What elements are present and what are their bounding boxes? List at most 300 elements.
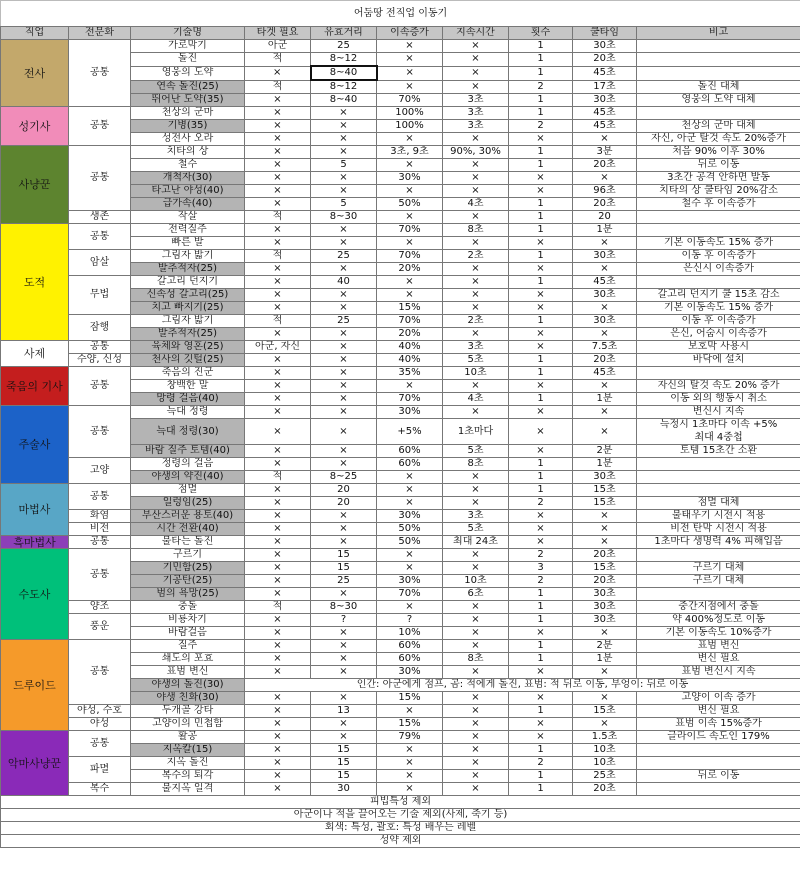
cell-speed: 10% [377, 627, 443, 640]
note-cell: 기본 이동속도 10%증가 [637, 627, 800, 640]
cell-duration: × [443, 471, 509, 484]
cell-range: × [311, 653, 377, 666]
cell-speed: × [377, 53, 443, 67]
cell-range: × [311, 393, 377, 406]
cell-target: × [245, 393, 311, 406]
cell-cooldown: 45초 [573, 367, 637, 380]
cell-speed: 70% [377, 224, 443, 237]
cell-charges: 1 [509, 705, 573, 718]
col-header: 직업 [1, 27, 69, 40]
skill-name: 기병(35) [131, 120, 245, 133]
cell-cooldown: 30초 [573, 250, 637, 263]
cell-cooldown: 30초 [573, 94, 637, 107]
col-header: 횟수 [509, 27, 573, 40]
note-cell: 철수 후 이속증가 [637, 198, 800, 211]
note-cell [637, 419, 800, 445]
skill-name: 그림자 밟기 [131, 250, 245, 263]
cell-duration: 3초 [443, 107, 509, 120]
note-cell: 은신, 어숨시 이속증가 [637, 328, 800, 341]
spec-name: 비전 [69, 523, 131, 536]
cell-target: × [245, 66, 311, 80]
title-row [1, 1, 800, 27]
cell-range: 20 [311, 497, 377, 510]
skill-name: 발추적자(25) [131, 328, 245, 341]
class-name: 전사 [1, 40, 69, 107]
cell-target: × [245, 731, 311, 744]
spec-name: 파멸 [69, 757, 131, 783]
cell-speed: 70% [377, 315, 443, 328]
skill-name: 연속 돌진(25) [131, 80, 245, 94]
skill-name: 치타의 상 [131, 146, 245, 159]
cell-duration: × [443, 289, 509, 302]
cell-range: 25 [311, 250, 377, 263]
skill-name: 가로막기 [131, 40, 245, 53]
table-row [1, 107, 800, 120]
skill-name: 부산스러운 용토(40) [131, 510, 245, 523]
cell-range: 25 [311, 575, 377, 588]
cell-charges: 1 [509, 471, 573, 484]
note-cell: 영웅의 도약 대체 [637, 94, 800, 107]
cell-range: 15 [311, 757, 377, 770]
cell-range: × [311, 510, 377, 523]
cell-duration: × [443, 692, 509, 705]
cell-target: × [245, 185, 311, 198]
cell-charges: × [509, 627, 573, 640]
skill-name: 충돌 [131, 601, 245, 614]
note-cell: 구르기 대체 [637, 575, 800, 588]
cell-duration: × [443, 159, 509, 172]
cell-duration: × [443, 211, 509, 224]
cell-range: × [311, 627, 377, 640]
cell-duration: 최대 24초 [443, 536, 509, 549]
cell-duration: 8초 [443, 224, 509, 237]
cell-charges: 1 [509, 783, 573, 796]
cell-duration: × [443, 705, 509, 718]
cell-target: × [245, 237, 311, 250]
table-row [1, 341, 800, 354]
cell-charges: 1 [509, 107, 573, 120]
cell-target: × [245, 198, 311, 211]
cell-speed: × [377, 484, 443, 497]
table-row [1, 601, 800, 614]
cell-charges: 2 [509, 757, 573, 770]
cell-charges: 1 [509, 653, 573, 666]
cell-target: 적 [245, 53, 311, 67]
cell-range: × [311, 302, 377, 315]
skill-name: 두개골 강타 [131, 705, 245, 718]
note-cell: 뒤로 이동 [637, 770, 800, 783]
note-cell: 기본 이동속도 15% 증가 [637, 302, 800, 315]
note-cell [637, 211, 800, 224]
cell-target: × [245, 653, 311, 666]
cell-charges: 1 [509, 484, 573, 497]
note-cell: 이동 후 이속증가 [637, 250, 800, 263]
cell-charges: × [509, 328, 573, 341]
cell-range: × [311, 146, 377, 159]
cell-range: × [311, 523, 377, 536]
skill-name: 바람 질주 토템(40) [131, 445, 245, 458]
note-cell: 3초간 공격 안하면 발동 [637, 172, 800, 185]
cell-range: 8~25 [311, 471, 377, 484]
cell-target: × [245, 419, 311, 445]
spec-name: 공통 [69, 406, 131, 458]
cell-cooldown: × [573, 536, 637, 549]
note-cell: 천상의 군마 대체 [637, 120, 800, 133]
cell-charges: × [509, 419, 573, 445]
cell-duration: × [443, 731, 509, 744]
cell-charges: 2 [509, 575, 573, 588]
spec-name: 공통 [69, 367, 131, 406]
note-cell: 변신시 지속 [637, 406, 800, 419]
skill-name: 천사의 깃털(25) [131, 354, 245, 367]
cell-speed: × [377, 562, 443, 575]
cell-speed: 30% [377, 510, 443, 523]
cell-duration: × [443, 185, 509, 198]
cell-target: × [245, 562, 311, 575]
class-name: 도적 [1, 224, 69, 341]
cell-charges: 1 [509, 458, 573, 471]
note-cell: 표범 변신 [637, 640, 800, 653]
cell-duration: × [443, 484, 509, 497]
cell-cooldown: × [573, 523, 637, 536]
cell-target: × [245, 302, 311, 315]
spec-name: 무법 [69, 276, 131, 315]
footer-row [1, 822, 800, 835]
cell-duration: × [443, 133, 509, 146]
skill-name: 구르기 [131, 549, 245, 562]
cell-cooldown: 10초 [573, 744, 637, 757]
table-row [1, 354, 800, 367]
cell-duration: × [443, 380, 509, 393]
skill-name: 바람걸음 [131, 627, 245, 640]
cell-charges: × [509, 237, 573, 250]
cell-speed: 20% [377, 328, 443, 341]
cell-duration: 2초 [443, 250, 509, 263]
cell-charges: × [509, 289, 573, 302]
cell-cooldown: × [573, 380, 637, 393]
note-cell: 뒤로 이동 [637, 159, 800, 172]
cell-speed: 50% [377, 523, 443, 536]
cell-charges: × [509, 445, 573, 458]
cell-speed: 40% [377, 354, 443, 367]
footer-note: 피빕특성 제외 [1, 796, 800, 809]
table-row [1, 406, 800, 419]
note-cell: 1초마다 생명력 4% 피해입음 [637, 536, 800, 549]
cell-cooldown: 2분 [573, 640, 637, 653]
skill-name: 개척자(30) [131, 172, 245, 185]
cell-range: × [311, 263, 377, 276]
skill-name: 불타는 돌진 [131, 536, 245, 549]
table-row [1, 523, 800, 536]
cell-duration: × [443, 718, 509, 731]
merged-note: 인간: 아군에게 점프, 곰: 적에게 돌진, 표범: 적 뒤로 이동, 부엉이: 뒤로 이동 [245, 679, 800, 692]
note-cell [637, 40, 800, 53]
cell-speed: × [377, 289, 443, 302]
skill-name: 육체와 영혼(25) [131, 341, 245, 354]
cell-speed: ? [377, 614, 443, 627]
cell-target: × [245, 224, 311, 237]
cell-cooldown: 30초 [573, 614, 637, 627]
cell-target: × [245, 523, 311, 536]
cell-range: 8~30 [311, 601, 377, 614]
cell-range: 5 [311, 198, 377, 211]
skill-name: 타고난 야성(40) [131, 185, 245, 198]
cell-charges: × [509, 185, 573, 198]
cell-charges: 1 [509, 393, 573, 406]
note-cell: 이동 외의 행동시 취소 [637, 393, 800, 406]
cell-duration: 3초 [443, 510, 509, 523]
skill-name: 뛰어난 도약(35) [131, 94, 245, 107]
cell-charges: 1 [509, 211, 573, 224]
cell-cooldown: × [573, 302, 637, 315]
skill-name: 고양이의 민첩함 [131, 718, 245, 731]
cell-duration: × [443, 302, 509, 315]
skill-name: 죽음의 진군 [131, 367, 245, 380]
note-cell [637, 224, 800, 237]
note-cell [637, 549, 800, 562]
skill-name: 치고 빠지기(25) [131, 302, 245, 315]
note-cell: 표범 변신시 지속 [637, 666, 800, 679]
cell-target: × [245, 276, 311, 289]
cell-cooldown: × [573, 666, 637, 679]
cell-duration: 3초 [443, 120, 509, 133]
cell-target: × [245, 94, 311, 107]
note-cell: 자신의 탈것 속도 20% 증가 [637, 380, 800, 393]
cell-speed: × [377, 783, 443, 796]
cell-speed: × [377, 757, 443, 770]
cell-range: × [311, 120, 377, 133]
cell-speed: 40% [377, 341, 443, 354]
cell-charges: × [509, 666, 573, 679]
spec-name: 야성, 수호 [69, 705, 131, 718]
table-row [1, 276, 800, 289]
cell-speed: 30% [377, 406, 443, 419]
cell-target: × [245, 692, 311, 705]
cell-speed: 100% [377, 107, 443, 120]
cell-target: × [245, 328, 311, 341]
cell-duration: 2초 [443, 315, 509, 328]
cell-range: ? [311, 614, 377, 627]
cell-cooldown: 30초 [573, 601, 637, 614]
cell-charges: 1 [509, 40, 573, 53]
cell-charges: 1 [509, 367, 573, 380]
col-header: 전문화 [69, 27, 131, 40]
cell-duration: × [443, 237, 509, 250]
cell-cooldown: 25초 [573, 770, 637, 783]
cell-duration: × [443, 328, 509, 341]
cell-target: × [245, 133, 311, 146]
cell-cooldown: 17초 [573, 80, 637, 94]
cell-range: × [311, 354, 377, 367]
cell-speed: 30% [377, 172, 443, 185]
skill-name: 그림자 밟기 [131, 315, 245, 328]
cell-charges: × [509, 718, 573, 731]
cell-duration: 3초 [443, 341, 509, 354]
cell-cooldown: 20초 [573, 198, 637, 211]
cell-range: 25 [311, 40, 377, 53]
table-row [1, 458, 800, 471]
footer-row [1, 809, 800, 822]
cell-charges: 1 [509, 224, 573, 237]
cell-charges: 1 [509, 276, 573, 289]
cell-target: × [245, 757, 311, 770]
cell-cooldown: × [573, 133, 637, 146]
cell-duration: 4초 [443, 393, 509, 406]
cell-range: × [311, 224, 377, 237]
cell-cooldown: 30초 [573, 315, 637, 328]
skill-name: 급가속(40) [131, 198, 245, 211]
table-row [1, 614, 800, 627]
cell-speed: +5% [377, 419, 443, 445]
cell-charges: × [509, 302, 573, 315]
note-cell: 은신시 이속증가 [637, 263, 800, 276]
cell-charges: × [509, 523, 573, 536]
cell-cooldown: 45초 [573, 276, 637, 289]
spec-name: 풍운 [69, 614, 131, 640]
cell-target: × [245, 614, 311, 627]
cell-charges: × [509, 133, 573, 146]
class-name: 주술사 [1, 406, 69, 484]
spec-name: 고양 [69, 458, 131, 484]
cell-speed: × [377, 80, 443, 94]
cell-charges: × [509, 172, 573, 185]
skill-name: 발추적자(25) [131, 263, 245, 276]
cell-cooldown: 20초 [573, 575, 637, 588]
cell-charges: 2 [509, 497, 573, 510]
cell-cooldown: 30초 [573, 289, 637, 302]
skill-name: 창백한 말 [131, 380, 245, 393]
cell-speed: 50% [377, 198, 443, 211]
cell-speed: 15% [377, 718, 443, 731]
cell-charges: × [509, 263, 573, 276]
spec-name: 수양, 신성 [69, 354, 131, 367]
cell-target: × [245, 380, 311, 393]
table-row [1, 510, 800, 523]
cell-target: 적 [245, 315, 311, 328]
spec-name: 공통 [69, 536, 131, 549]
cell-cooldown: 30초 [573, 471, 637, 484]
cell-target: 적 [245, 471, 311, 484]
cell-speed: × [377, 66, 443, 80]
cell-cooldown: 1분 [573, 224, 637, 237]
class-name: 흑마법사 [1, 536, 69, 549]
cell-target: × [245, 172, 311, 185]
cell-range: × [311, 107, 377, 120]
cell-range: × [311, 172, 377, 185]
cell-duration: 8초 [443, 458, 509, 471]
cell-duration: × [443, 770, 509, 783]
skill-name: 불지옥 일격 [131, 783, 245, 796]
cell-cooldown: × [573, 406, 637, 419]
cell-target: × [245, 666, 311, 679]
cell-speed: × [377, 601, 443, 614]
spec-name: 공통 [69, 146, 131, 211]
cell-speed: 100% [377, 120, 443, 133]
note-cell: 토템 15초간 소환 [637, 445, 800, 458]
cell-range: × [311, 419, 377, 445]
cell-range: 20 [311, 484, 377, 497]
cell-duration: × [443, 53, 509, 67]
cell-speed: 70% [377, 94, 443, 107]
cell-duration: × [443, 601, 509, 614]
cell-cooldown: × [573, 172, 637, 185]
cell-cooldown: 45초 [573, 120, 637, 133]
table-row [1, 146, 800, 159]
page-title: 어둠땅 전직업 이동기 [1, 1, 800, 27]
cell-range: 8~12 [311, 80, 377, 94]
table-row [1, 757, 800, 770]
skill-name: 점멸 [131, 484, 245, 497]
skill-name: 천상의 군마 [131, 107, 245, 120]
skill-name: 범의 욕망(25) [131, 588, 245, 601]
cell-cooldown: × [573, 692, 637, 705]
note-cell: 불태우기 시전시 적용 [637, 510, 800, 523]
col-header: 타겟 필요 [245, 27, 311, 40]
class-name: 수도사 [1, 549, 69, 640]
cell-speed: 70% [377, 393, 443, 406]
header-row [1, 27, 800, 40]
cell-target: × [245, 718, 311, 731]
note-line: 늑정시 1초마다 이속 +5% [659, 419, 778, 430]
cell-speed: × [377, 211, 443, 224]
col-header: 비고 [637, 27, 800, 40]
cell-range: 15 [311, 549, 377, 562]
cell-target: 아군 [245, 40, 311, 53]
skill-name: 신속성 갈고리(25) [131, 289, 245, 302]
table-row [1, 783, 800, 796]
cell-charges: 2 [509, 80, 573, 94]
cell-range: × [311, 718, 377, 731]
cell-duration: × [443, 640, 509, 653]
cell-cooldown: 3분 [573, 146, 637, 159]
cell-charges: 1 [509, 250, 573, 263]
note-cell [637, 484, 800, 497]
table-row [1, 250, 800, 263]
cell-speed: × [377, 237, 443, 250]
cell-cooldown: 15초 [573, 484, 637, 497]
note-cell: 보호막 사용시 [637, 341, 800, 354]
col-header: 지속시간 [443, 27, 509, 40]
cell-speed: × [377, 497, 443, 510]
footer-row [1, 796, 800, 809]
cell-cooldown: 45초 [573, 107, 637, 120]
table-row [1, 731, 800, 744]
cell-charges: 3 [509, 562, 573, 575]
col-header: 이속증가 [377, 27, 443, 40]
cell-duration: 8초 [443, 653, 509, 666]
skill-name: 망령 걸음(40) [131, 393, 245, 406]
footer-row [1, 835, 800, 848]
cell-range: × [311, 237, 377, 250]
note-cell: 변신 필요 [637, 705, 800, 718]
skill-name: 빠른 발 [131, 237, 245, 250]
skill-name: 쇄도의 포효 [131, 653, 245, 666]
cell-speed: × [377, 549, 443, 562]
cell-range: 8~12 [311, 53, 377, 67]
cell-speed: × [377, 744, 443, 757]
table-row [1, 705, 800, 718]
footer-note: 아군이나 적을 끌어오는 기술 제외(사제, 죽기 등) [1, 809, 800, 822]
cell-duration: × [443, 406, 509, 419]
cell-range: 8~40 [311, 66, 377, 80]
skill-name: 시간 전환(40) [131, 523, 245, 536]
cell-charges: 1 [509, 159, 573, 172]
class-name: 죽음의 기사 [1, 367, 69, 406]
cell-charges: 1 [509, 354, 573, 367]
cell-range: 13 [311, 705, 377, 718]
skill-name: 비룡차기 [131, 614, 245, 627]
note-cell: 처음 90% 이후 30% [637, 146, 800, 159]
